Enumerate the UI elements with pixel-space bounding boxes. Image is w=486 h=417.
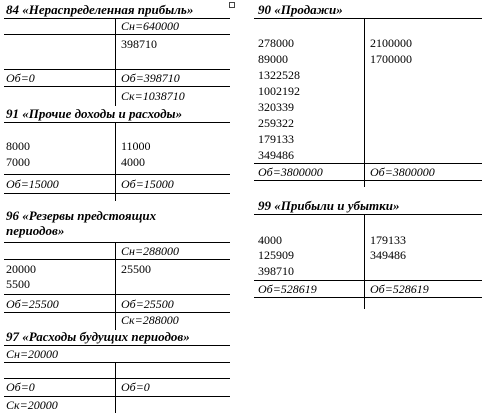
account-91-credit-value: 4000	[121, 155, 145, 169]
account-99-credit-turnover: Об=528619	[370, 282, 429, 296]
account-97-open-rule	[4, 362, 230, 363]
account-99-credit-value: 179133	[370, 233, 406, 247]
account-84-credit-open: Сн=640000	[121, 19, 180, 33]
selection-handle-icon[interactable]	[229, 2, 235, 8]
account-96-credit-turnover: Об=25500	[121, 297, 174, 311]
account-97-divider	[115, 363, 116, 413]
account-97-debit-open: Сн=20000	[6, 347, 59, 361]
account-90-top-rule	[254, 18, 482, 19]
account-99-debit-value: 4000	[258, 233, 282, 247]
account-84-turnover-rule	[4, 69, 230, 70]
account-91-debit-value: 7000	[6, 155, 30, 169]
account-97-credit-turnover: Об=0	[121, 380, 150, 394]
account-99-credit-value: 349486	[370, 248, 406, 262]
account-84-top-rule	[4, 18, 230, 19]
account-90-divider	[364, 18, 365, 187]
account-90-debit-value: 1322528	[258, 68, 300, 82]
account-84-close-rule	[4, 86, 230, 87]
account-90-debit-value: 320339	[258, 100, 294, 114]
account-96-debit-turnover: Об=25500	[6, 297, 59, 311]
account-91-title: 91 «Прочие доходы и расходы»	[6, 106, 183, 121]
account-96-turnover-rule	[4, 294, 230, 295]
account-90-debit-value: 89000	[258, 52, 288, 66]
account-99-turnover-rule	[254, 280, 482, 281]
account-90-credit-value: 1700000	[370, 52, 412, 66]
account-84-credit-value: 398710	[121, 37, 157, 51]
account-84-debit-turnover: Об=0	[6, 71, 35, 85]
account-90-debit-value: 278000	[258, 36, 294, 50]
account-97-top-rule	[4, 345, 230, 346]
account-84-title: 84 «Нераспределенная прибыль»	[6, 2, 194, 17]
account-99-debit-value: 398710	[258, 264, 294, 278]
account-96-divider	[115, 242, 116, 330]
account-84-credit-turnover: Об=398710	[121, 71, 180, 85]
account-97-debit-turnover: Об=0	[6, 380, 35, 394]
account-91-credit-value: 11000	[121, 139, 151, 153]
account-99-top-rule	[254, 214, 482, 215]
account-84-credit-close: Ск=1038710	[121, 89, 185, 103]
account-96-credit-open: Сн=288000	[121, 244, 180, 258]
account-91-top-rule	[4, 122, 230, 123]
account-91-credit-turnover: Об=15000	[121, 177, 174, 191]
account-91-debit-value: 8000	[6, 139, 30, 153]
account-97-title: 97 «Расходы будущих периодов»	[6, 329, 190, 344]
account-96-open-rule	[4, 259, 230, 260]
account-96-close-rule	[4, 312, 230, 313]
account-91-divider	[115, 122, 116, 201]
account-97-close-rule	[4, 396, 230, 397]
account-96-credit-value: 25500	[121, 262, 151, 276]
account-99-debit-turnover: Об=528619	[258, 282, 317, 296]
account-91-turnover-rule	[4, 174, 230, 175]
account-84-divider	[115, 18, 116, 106]
account-97-debit-close: Ск=20000	[6, 398, 58, 412]
account-90-title: 90 «Продажи»	[258, 2, 343, 17]
account-90-close-rule	[254, 180, 482, 181]
account-91-close-rule	[4, 193, 230, 194]
account-91-debit-turnover: Об=15000	[6, 177, 59, 191]
account-99-divider	[364, 214, 365, 309]
account-90-credit-value: 2100000	[370, 36, 412, 50]
account-90-credit-turnover: Об=3800000	[370, 165, 435, 179]
account-90-turnover-rule	[254, 163, 482, 164]
account-96-top-rule	[4, 242, 230, 243]
account-97-turnover-rule	[4, 378, 230, 379]
account-99-debit-value: 125909	[258, 248, 294, 262]
account-84-open-rule	[4, 34, 230, 35]
account-90-debit-value: 259322	[258, 116, 294, 130]
account-90-debit-value: 1002192	[258, 84, 300, 98]
account-90-debit-turnover: Об=3800000	[258, 165, 323, 179]
account-96-debit-value: 5500	[6, 277, 30, 291]
account-96-title: 96 «Резервы предстоящих периодов»	[6, 208, 157, 238]
account-90-debit-value: 179133	[258, 132, 294, 146]
account-96-debit-value: 20000	[6, 262, 36, 276]
account-99-title: 99 «Прибыли и убытки»	[258, 198, 400, 213]
account-99-close-rule	[254, 297, 482, 298]
account-96-credit-close: Ск=288000	[121, 313, 179, 327]
account-90-debit-value: 349486	[258, 148, 294, 162]
